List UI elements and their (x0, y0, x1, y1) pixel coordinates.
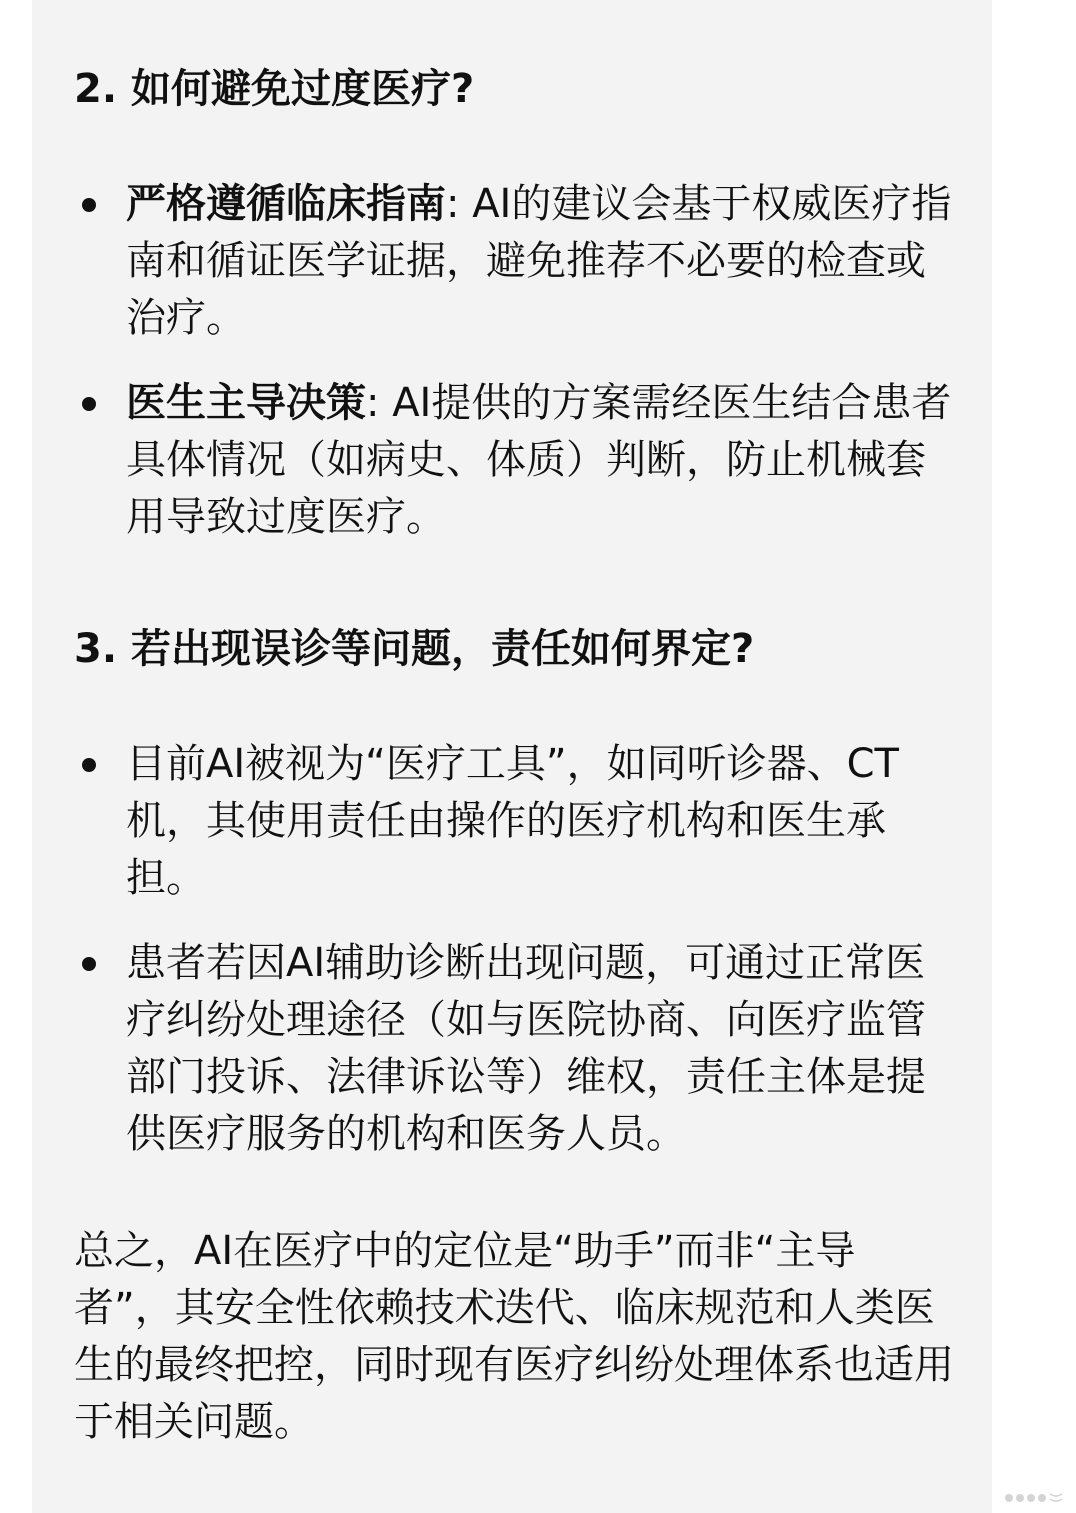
item-bold-label: 严格遵循临床指南 (126, 181, 446, 227)
list-item (74, 375, 954, 546)
list-item (74, 176, 954, 347)
watermark-logo (1004, 1491, 1064, 1505)
bullet-icon (82, 198, 96, 212)
item-text: 患者若因AI辅助诊断出现问题，可通过正常医疗纠纷处理途径（如与医院协商、向医疗监管部门投诉、法律诉讼等）维权，责任主体是提供医疗服务的机构和医务人员。 (126, 940, 926, 1157)
summary-paragraph: 总之，AI在医疗中的定位是“助手”而非“主导者”，其安全性依赖技术迭代、临床规范和人类医生的最终把控，同时现有医疗纠纷处理体系也适用于相关问题。 (74, 1228, 954, 1445)
section-2-heading: 2. 如何避免过度医疗? (74, 66, 475, 112)
item-text: : AI的建议会基于权威医疗指南和循证医学证据，避免推荐不必要的检查或治疗。 (126, 181, 952, 341)
section-3-list (74, 736, 954, 1163)
section-3-heading: 3. 若出现误诊等问题，责任如何界定? (74, 626, 755, 672)
content-card (32, 0, 992, 1513)
item-text: 目前AI被视为“医疗工具”，如同听诊器、CT机，其使用责任由操作的医疗机构和医生承担。 (126, 741, 899, 901)
list-item (74, 935, 954, 1163)
item-bold-label: 医生主导决策 (126, 380, 366, 426)
article-body (74, 60, 954, 1491)
list-item (74, 736, 954, 907)
bullet-icon (82, 758, 96, 772)
bullet-icon (82, 957, 96, 971)
bullet-icon (82, 397, 96, 411)
section-2-list (74, 176, 954, 546)
item-text: : AI提供的方案需经医生结合患者具体情况（如病史、体质）判断，防止机械套用导致过度医疗。 (126, 380, 952, 540)
watermark-icon (1004, 1491, 1064, 1505)
